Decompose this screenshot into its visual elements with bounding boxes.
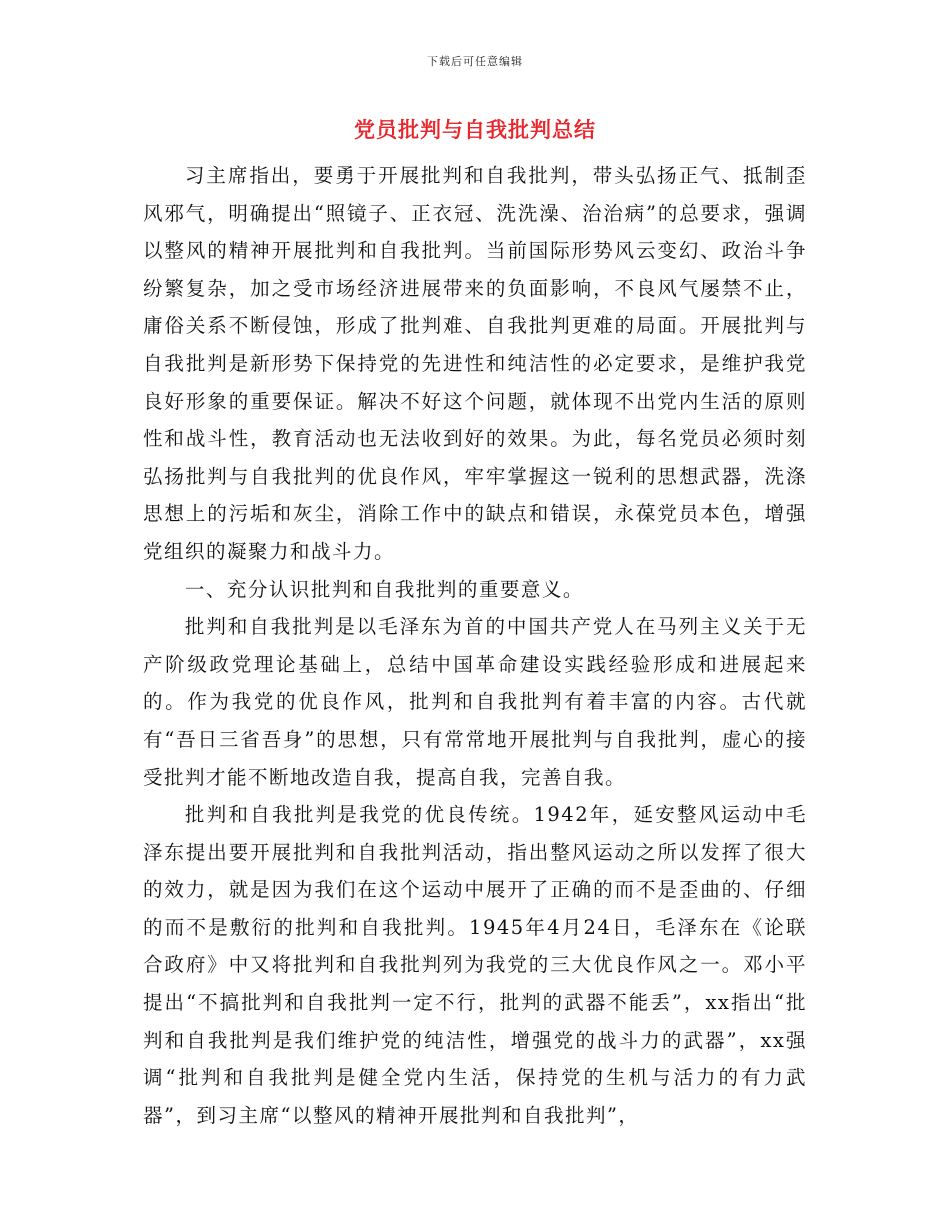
section-heading-1: 一、充分认识批判和自我批判的重要意义。 (184, 577, 584, 601)
document-title: 党员批判与自我批判总结 (354, 118, 596, 142)
paragraph-origin: 批判和自我批判是以毛泽东为首的中国共产党人在马列主义关于无产阶级政党理论基础上，总结中国革命建设实践经验形成和进展起来的。作为我党的优良作风，批判和自我批判有着丰富的内容。古代就有“吾日三省吾身”的思想，只有常常地开展批判与自我批判，虚心的接受批判才能不断地改造自我，提高自我，完善自我。 (143, 615, 807, 789)
paragraph-intro: 习主席指出，要勇于开展批判和自我批判，带头弘扬正气、抵制歪风邪气，明确提出“照镜子、正衣冠、洗洗澡、治治病”的总要求，强调以整风的精神开展批判和自我批判。当前国际形势风云变幻、政治斗争纷繁复杂，加之受市场经济进展带来的负面影响，不良风气屡禁不止，庸俗关系不断侵蚀，形成了批判难、自我批判更难的局面。开展批判与自我批判是新形势下保持党的先进性和纯洁性的必定要求，是维护我党良好形象的重要保证。解决不好这个问题，就体现不出党内生活的原则性和战斗性，教育活动也无法收到好的效果。为此，每名党员必须时刻弘扬批判与自我批判的优良作风，牢牢掌握这一锐利的思想武器，洗涤思想上的污垢和灰尘，消除工作中的缺点和错误，永葆党员本色，增强党组织的凝聚力和战斗力。 (143, 164, 807, 563)
document-body (143, 157, 807, 1134)
paragraph-tradition: 批判和自我批判是我党的优良传统。1942年，延安整风运动中毛泽东提出要开展批判和自我批判活动，指出整风运动之所以发挥了很大的效力，就是因为我们在这个运动中展开了正确的而不是歪曲的、仔细的而不是敷衍的批判和自我批判。1945年4月24日，毛泽东在《论联合政府》中又将批判和自我批判列为我党的三大优良作风之一。邓小平提出“不搞批判和自我批判一定不行，批判的武器不能丢”，xx指出“批判和自我批判是我们维护党的纯洁性，增强党的战斗力的武器”，xx强调“批判和自我批判是健全党内生活，保持党的生机与活力的有力武器”，到习主席“以整风的精神开展批判和自我批判”， (143, 803, 807, 1127)
header-note: 下载后可任意编辑 (427, 55, 523, 68)
